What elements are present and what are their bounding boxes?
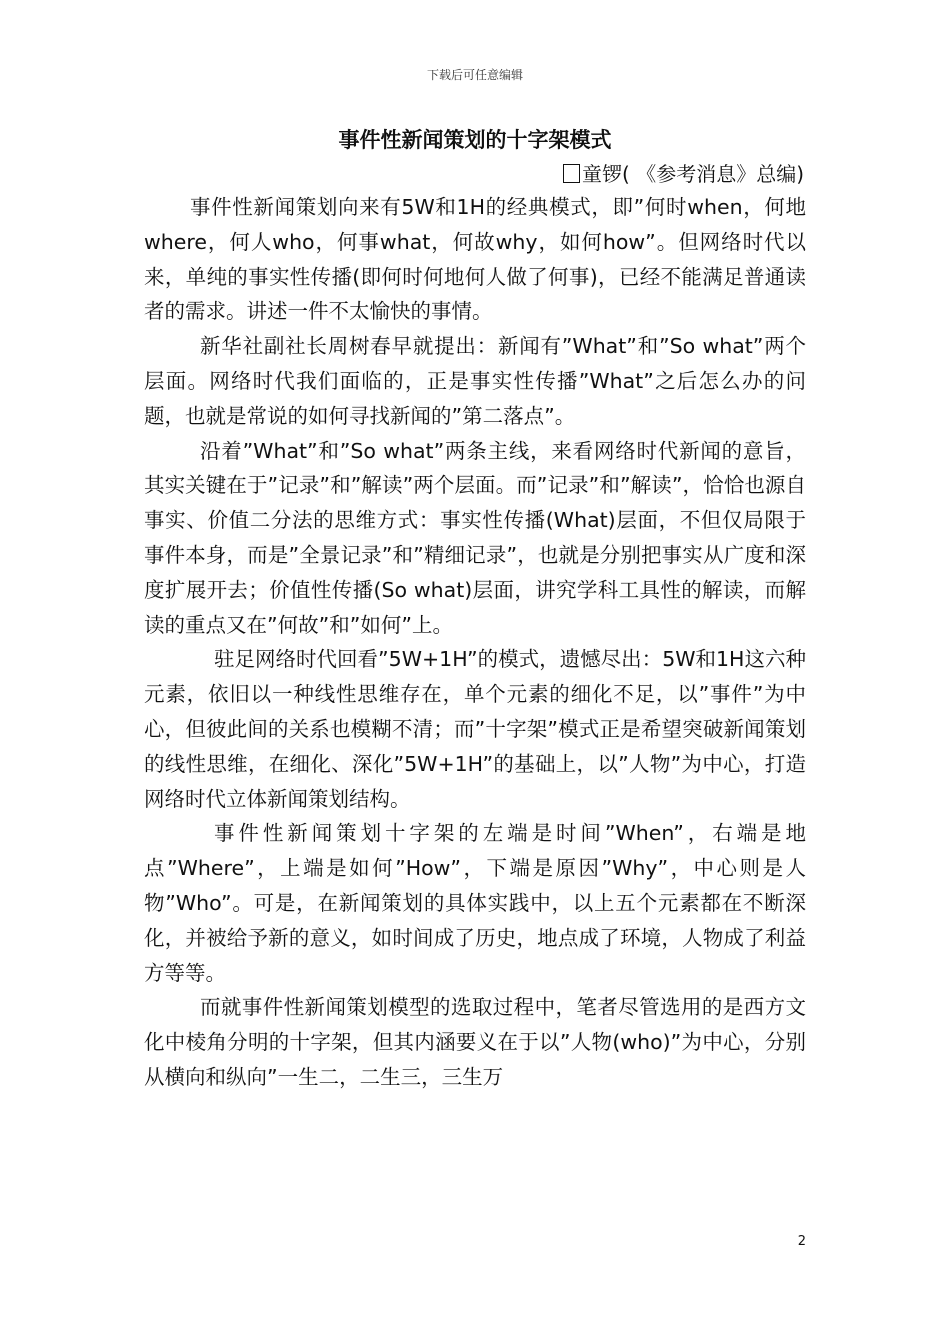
- paragraph-2: 新华社副社长周树春早就提出：新闻有”What”和”So what”两个层面。网络时代我们面临的，正是事实性传播”What”之后怎么办的问题，也就是常说的如何寻找新闻的”第二落点”。: [144, 334, 806, 428]
- paragraph-4: 驻足网络时代回看”5W+1H”的模式，遗憾尽出：5W和1H这六种元素，依旧以一种线性思维存在，单个元素的细化不足，以”事件”为中心，但彼此间的关系也模糊不清；而”十字架”模式正是希望突破新闻策划的线性思维，在细化、深化”5W+1H”的基础上，以”人物”为中心，打造网络时代立体新闻策划结构。: [144, 647, 806, 811]
- author-text: 童锣( 《参考消息》总编): [582, 162, 804, 186]
- document-title: 事件性新闻策划的十字架模式: [338, 128, 612, 152]
- paragraph-5: 事件性新闻策划十字架的左端是时间”When”，右端是地点”Where”，上端是如何”How”，下端是原因”Why”，中心则是人物”Who”。可是，在新闻策划的具体实践中，以上五个元素都在不断深化，并被给予新的意义，如时间成了历史，地点成了环境，人物成了利益方等等。: [144, 821, 806, 985]
- author-line: [563, 158, 804, 187]
- page-number: 2: [797, 1234, 806, 1249]
- page-header-note: 下载后可任意编辑: [426, 68, 523, 82]
- paragraph-1: 事件性新闻策划向来有5W和1H的经典模式，即”何时when，何地where，何人who，何事what，何故why，如何how”。但网络时代以来，单纯的事实性传播(即何时何地何人做了何事)，已经不能满足普通读者的需求。讲述一件不太愉快的事情。: [144, 195, 806, 324]
- paragraph-6: 而就事件性新闻策划模型的选取过程中，笔者尽管选用的是西方文化中棱角分明的十字架，但其内涵要义在于以”人物(who)”为中心，分别从横向和纵向”一生二，二生三，三生万: [144, 995, 806, 1089]
- paragraph-3: 沿着”What”和”So what”两条主线，来看网络时代新闻的意旨，其实关键在于”记录”和”解读”两个层面。而”记录”和”解读”，恰恰也源自事实、价值二分法的思维方式：事实性传播(What)层面，不但仅局限于事件本身，而是”全景记录”和”精细记录”，也就是分别把事实从广度和深度扩展开去；价值性传播(So what)层面，讲究学科工具性的解读，而解读的重点又在”何故”和”如何”上。: [144, 438, 806, 637]
- article-body: [144, 190, 806, 1095]
- checkbox-square-icon: [563, 164, 580, 183]
